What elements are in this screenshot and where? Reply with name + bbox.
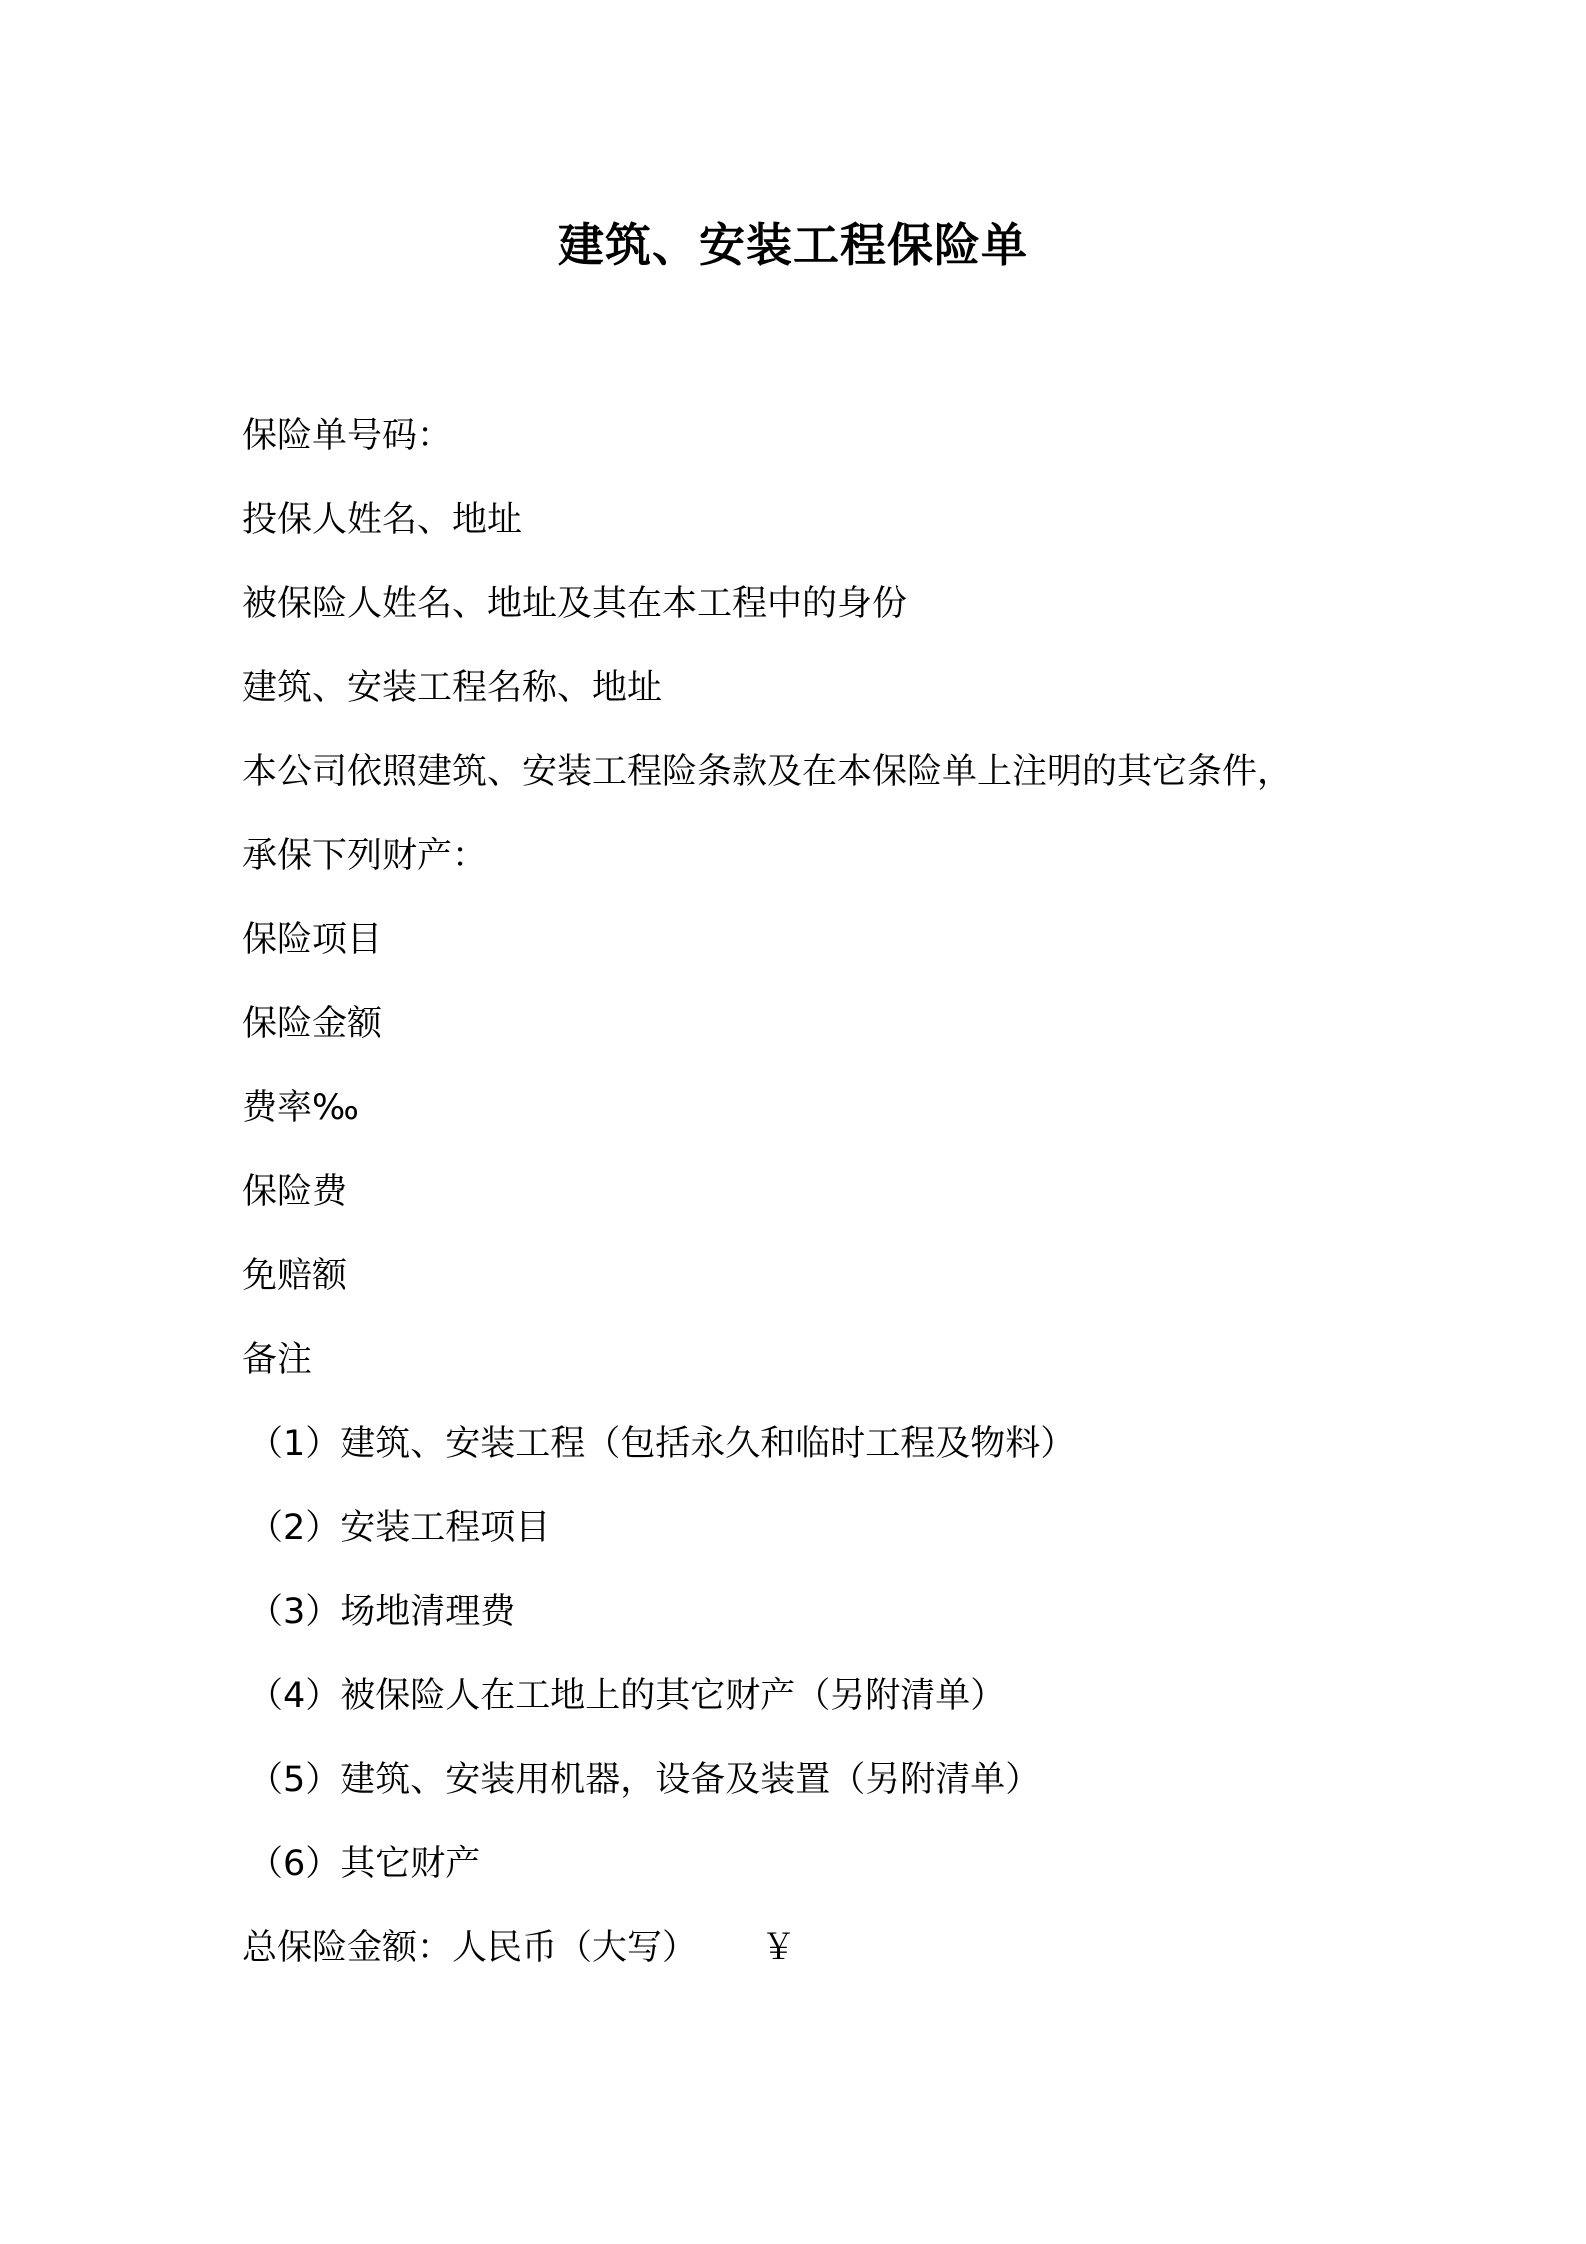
total-sum-insured-line (242, 1920, 1442, 2004)
applicant-name-address-label: 投保人姓名、地址 (242, 500, 523, 540)
coverage-statement-continued: 承保下列财产： (242, 836, 488, 876)
project-name-address-label: 建筑、安装工程名称、地址 (242, 668, 663, 708)
document-body (242, 408, 1442, 2004)
remark-item-4: （4）被保险人在工地上的其它财产（另附清单） (248, 1676, 1006, 1716)
deductible-label: 免赔额 (242, 1256, 348, 1296)
policy-number-label: 保险单号码： (242, 416, 453, 456)
remark-item-5: （5）建筑、安装用机器，设备及装置（另附清单） (248, 1760, 1041, 1800)
remarks-label: 备注 (242, 1340, 313, 1380)
remark-item-6: （6）其它财产 (248, 1844, 481, 1884)
insured-identity-label: 被保险人姓名、地址及其在本工程中的身份 (242, 584, 908, 624)
sum-insured-label: 保险金额 (242, 1004, 383, 1044)
premium-label: 保险费 (242, 1172, 348, 1212)
document-title: 建筑、安装工程保险单 (558, 218, 1028, 272)
insured-items-label: 保险项目 (242, 920, 383, 960)
total-sum-insured-label: 总保险金额：人民币（大写） (242, 1928, 698, 1968)
coverage-statement: 本公司依照建筑、安装工程险条款及在本保险单上注明的其它条件， (242, 752, 1293, 792)
currency-symbol: ￥ (761, 1928, 797, 1968)
remark-item-3: （3）场地清理费 (248, 1592, 516, 1632)
remark-item-1: （1）建筑、安装工程（包括永久和临时工程及物料） (248, 1424, 1076, 1464)
remark-item-2: （2）安装工程项目 (248, 1508, 551, 1548)
rate-label: 费率‰ (242, 1088, 359, 1128)
